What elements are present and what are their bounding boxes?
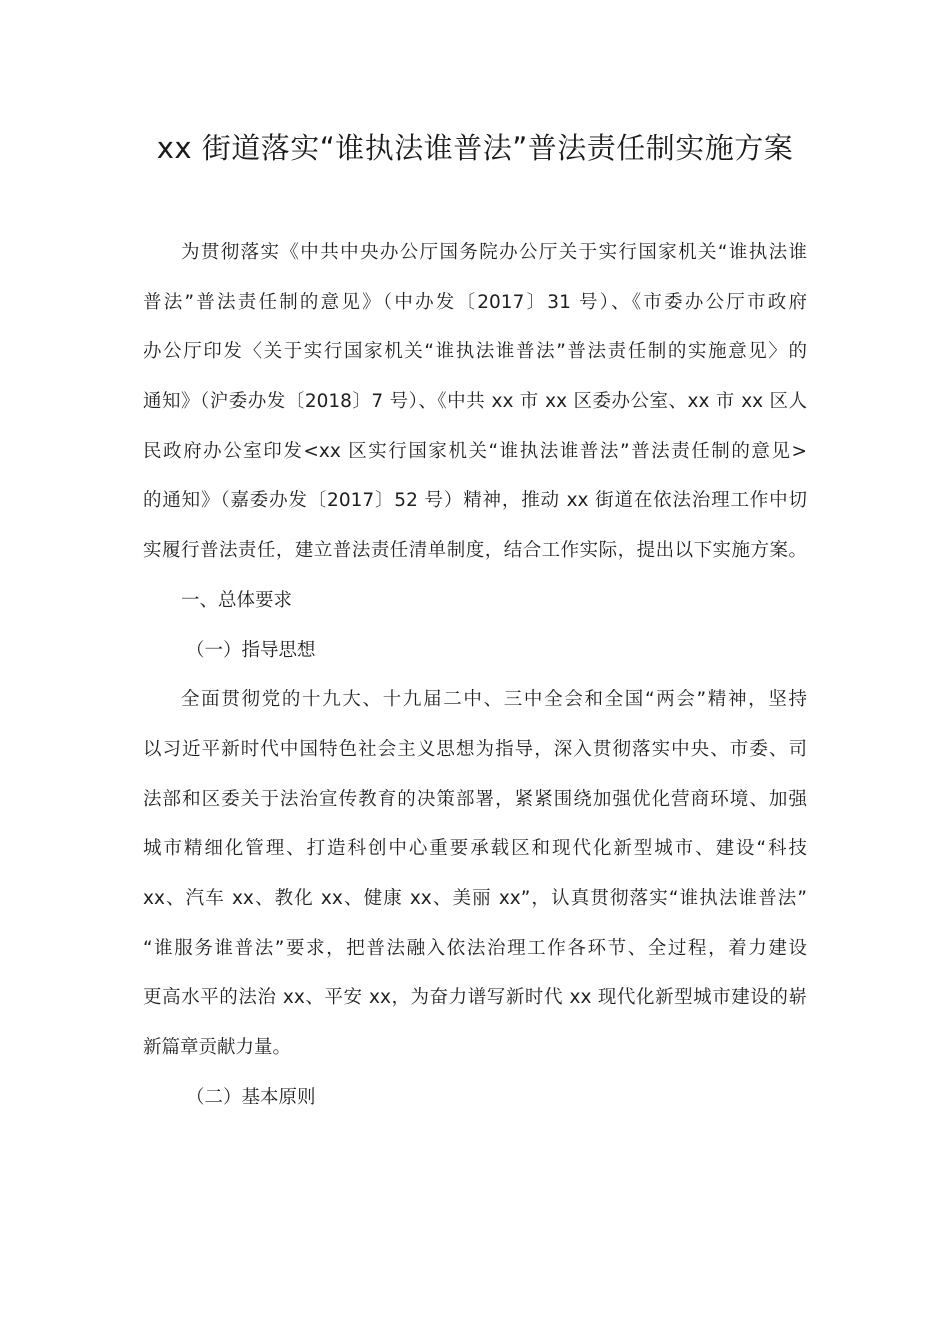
paragraph-line: 通知》（沪委办发〔2018〕7 号）、《中共 xx 市 xx 区委办公室、xx 市 xx 区人 <box>143 391 807 413</box>
paragraph-line: 民政府办公室印发<xx 区实行国家机关“谁执法谁普法”普法责任制的意见> <box>143 440 807 462</box>
paragraph-line: 办公厅印发〈关于实行国家机关“谁执法谁普法”普法责任制的实施意见〉的 <box>143 341 807 363</box>
paragraph-line: 的通知》（嘉委办发〔2017〕52 号）精神，推动 xx 街道在依法治理工作中切 <box>143 490 807 512</box>
paragraph-line: 新篇章贡献力量。 <box>143 1037 292 1058</box>
paragraph-line: “谁服务谁普法”要求，把普法融入依法治理工作各环节、全过程，着力建设 <box>143 937 807 959</box>
paragraph-line: 法部和区委关于法治宣传教育的决策部署，紧紧围绕加强优化营商环境、加强 <box>143 788 807 810</box>
paragraph-line: 实履行普法责任，建立普法责任清单制度，结合工作实际，提出以下实施方案。 <box>143 540 807 562</box>
subsection-heading: （一）指导思想 <box>186 639 316 661</box>
paragraph-line: xx、汽车 xx、教化 xx、健康 xx、美丽 xx”，认真贯彻落实“谁执法谁普法” <box>143 887 807 909</box>
subsection-heading: （二）基本原则 <box>186 1086 316 1108</box>
document-title: xx 街道落实“谁执法谁普法”普法责任制实施方案 <box>156 131 794 165</box>
paragraph-line: 更高水平的法治 xx、平安 xx，为奋力谱写新时代 xx 现代化新型城市建设的崭 <box>143 987 807 1009</box>
paragraph-line: 普法”普法责任制的意见》（中办发〔2017〕31 号）、《市委办公厅市政府 <box>143 291 807 313</box>
section-heading: 一、总体要求 <box>181 589 293 611</box>
paragraph-line: 以习近平新时代中国特色社会主义思想为指导，深入贯彻落实中央、市委、司 <box>143 738 807 760</box>
paragraph-line: 城市精细化管理、打造科创中心重要承载区和现代化新型城市、建设“科技 <box>143 838 807 860</box>
document-body <box>143 228 807 1122</box>
paragraph-line: 全面贯彻党的十九大、十九届二中、三中全会和全国“两会”精神，坚持 <box>181 689 807 711</box>
paragraph-line: 为贯彻落实《中共中央办公厅国务院办公厅关于实行国家机关“谁执法谁 <box>181 242 807 263</box>
